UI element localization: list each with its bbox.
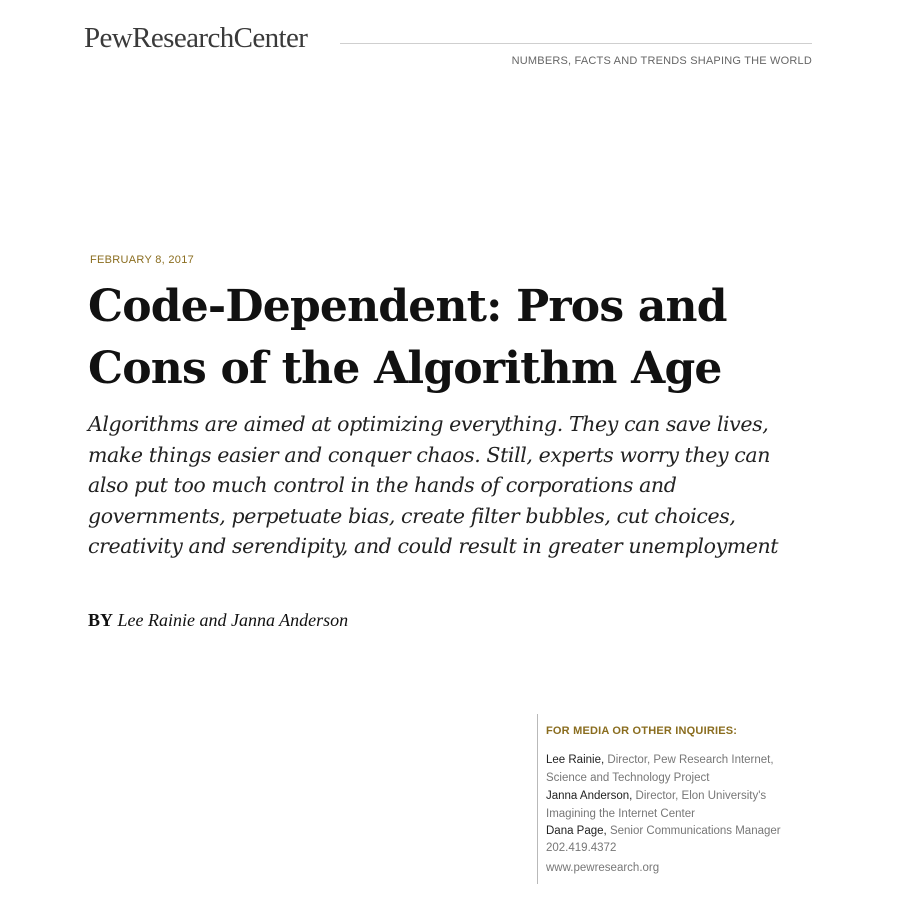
contact-person-name: Lee Rainie, bbox=[546, 754, 605, 766]
contact-person-role: Senior Communications Manager bbox=[609, 825, 781, 837]
contact-person-name: Dana Page, bbox=[546, 825, 607, 837]
contact-heading: FOR MEDIA OR OTHER INQUIRIES: bbox=[546, 725, 738, 737]
contact-person-role: Director, Pew Research Internet, Science and Technology Project bbox=[546, 754, 774, 784]
byline-prefix: BY bbox=[88, 610, 114, 630]
contact-person bbox=[546, 787, 807, 823]
contact-person bbox=[546, 751, 807, 787]
pew-research-center-logo: PewResearchCenter bbox=[84, 22, 308, 54]
header-divider bbox=[340, 43, 812, 44]
byline-authors: Lee Rainie and Janna Anderson bbox=[117, 610, 349, 630]
contact-person-role: Director, Elon University's Imagining the Internet Center bbox=[546, 790, 767, 820]
contact-person-name: Janna Anderson, bbox=[546, 790, 633, 802]
contact-phone: 202.419.4372 bbox=[546, 842, 617, 854]
report-subtitle: Algorithms are aimed at optimizing everything. They can save lives, make things easier and conquer chaos. Still, experts worry they can also put too much control in the hands of corporations and governments, perpetuate bias, create filter bubbles, cut choices, creativity and serendipity, and could result in greater unemployment bbox=[88, 412, 779, 559]
report-title: Code-Dependent: Pros and Cons of the Algorithm Age bbox=[88, 281, 727, 394]
header-tagline: NUMBERS, FACTS AND TRENDS SHAPING THE WORLD bbox=[511, 55, 812, 67]
media-contact-box bbox=[537, 714, 807, 884]
contact-website[interactable]: www.pewresearch.org bbox=[546, 862, 660, 874]
contact-person bbox=[546, 823, 807, 840]
byline bbox=[88, 610, 348, 631]
report-date: FEBRUARY 8, 2017 bbox=[90, 254, 195, 266]
